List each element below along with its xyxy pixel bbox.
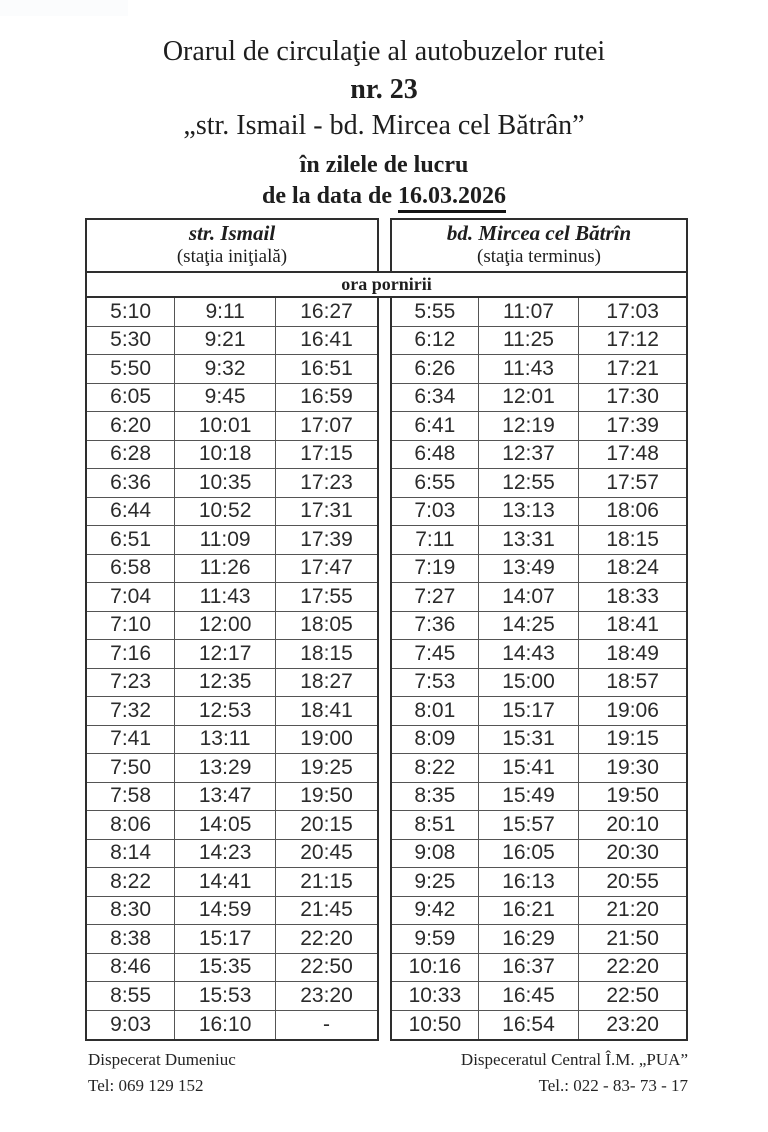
time-cell: 9:08: [392, 840, 479, 869]
time-cell: 12:53: [175, 697, 276, 726]
time-cell: 9:11: [175, 298, 276, 327]
station-note: (staţia iniţială): [176, 246, 288, 268]
time-cell: 11:07: [479, 298, 580, 327]
time-cell: 22:20: [579, 954, 686, 983]
time-cell: 20:10: [579, 811, 686, 840]
time-cell: 18:06: [579, 498, 686, 527]
time-cell: 21:15: [276, 868, 377, 897]
time-cell: 11:25: [479, 327, 580, 356]
time-cell: 11:43: [479, 355, 580, 384]
time-cell: 10:50: [392, 1011, 479, 1040]
time-cell: 22:50: [579, 982, 686, 1011]
time-cell: 6:36: [87, 469, 175, 498]
time-cell: 21:45: [276, 897, 377, 926]
time-cell: 22:50: [276, 954, 377, 983]
time-cell: 13:29: [175, 754, 276, 783]
time-cell: 7:27: [392, 583, 479, 612]
time-cell: 17:55: [276, 583, 377, 612]
time-cell: 15:53: [175, 982, 276, 1011]
time-cell: 10:16: [392, 954, 479, 983]
time-cell: 20:45: [276, 840, 377, 869]
route-name: „str. Ismail - bd. Mircea cel Bătrân”: [183, 110, 585, 141]
time-cell: 18:05: [276, 612, 377, 641]
time-cell: 20:55: [579, 868, 686, 897]
time-cell: 6:55: [392, 469, 479, 498]
time-cell: 23:20: [606, 1012, 659, 1036]
time-cell: 7:11: [392, 526, 479, 555]
time-cell: 8:38: [87, 925, 175, 954]
time-cell: 6:34: [392, 384, 479, 413]
time-cell: 15:31: [479, 726, 580, 755]
time-cell: 16:45: [479, 982, 580, 1011]
time-cell: 17:12: [579, 327, 686, 356]
time-cell: 10:52: [175, 498, 276, 527]
time-cell: 8:35: [392, 783, 479, 812]
time-cell: 14:23: [175, 840, 276, 869]
station-header-ismail: [85, 218, 379, 273]
time-cell: 15:35: [175, 954, 276, 983]
time-cell: 23:20: [276, 982, 377, 1011]
dispatcher-left-phone: Tel: 069 129 152: [88, 1076, 204, 1095]
time-cell: 9:45: [175, 384, 276, 413]
time-cell: 11:26: [175, 555, 276, 584]
time-cell: 18:15: [579, 526, 686, 555]
time-cell: 15:41: [479, 754, 580, 783]
time-cell: 22:20: [276, 925, 377, 954]
time-cell: 18:33: [579, 583, 686, 612]
effective-date: 16.03.2026: [398, 183, 506, 213]
time-cell: 7:19: [392, 555, 479, 584]
time-cell: 8:22: [87, 868, 175, 897]
time-cell: 17:15: [276, 441, 377, 470]
timetable-mircea: [390, 296, 688, 1041]
time-cell: 18:15: [276, 640, 377, 669]
time-cell: 14:41: [175, 868, 276, 897]
effective-date-line: [0, 183, 768, 210]
page-title-line1: Orarul de circulaţie al autobuzelor rutei: [162, 36, 606, 67]
time-cell: 13:31: [479, 526, 580, 555]
time-cell: 7:23: [87, 669, 175, 698]
time-cell: 11:09: [175, 526, 276, 555]
time-cell: 20:15: [276, 811, 377, 840]
time-cell: 7:36: [392, 612, 479, 641]
time-cell: 8:01: [392, 697, 479, 726]
time-cell: 17:47: [276, 555, 377, 584]
time-cell: 7:58: [87, 783, 175, 812]
time-cell: 9:59: [392, 925, 479, 954]
time-cell: 7:04: [87, 583, 175, 612]
time-cell: 6:12: [392, 327, 479, 356]
time-cell: 14:25: [479, 612, 580, 641]
time-cell: 15:57: [479, 811, 580, 840]
time-cell: 15:00: [479, 669, 580, 698]
time-cell: 19:00: [276, 726, 377, 755]
time-cell: -: [323, 1012, 331, 1036]
time-cell: 6:28: [87, 441, 175, 470]
station-name: bd. Mircea cel Bătrîn: [446, 221, 632, 246]
time-cell: 12:01: [479, 384, 580, 413]
time-cell: 16:29: [479, 925, 580, 954]
time-cell: 20:30: [579, 840, 686, 869]
time-cell: 17:31: [276, 498, 377, 527]
time-cell: 12:17: [175, 640, 276, 669]
time-cell: 18:41: [276, 697, 377, 726]
time-cell: 15:17: [175, 925, 276, 954]
time-cell: 5:50: [87, 355, 175, 384]
time-cell: 7:41: [87, 726, 175, 755]
dispatcher-left-name: Dispecerat Dumeniuc: [88, 1050, 236, 1069]
time-cell: 9:03: [87, 1011, 175, 1040]
time-cell: 15:17: [479, 697, 580, 726]
station-note: (staţia terminus): [477, 246, 601, 268]
time-cell: 10:35: [175, 469, 276, 498]
time-cell: 12:19: [479, 412, 580, 441]
time-cell: 16:41: [276, 327, 377, 356]
time-cell: 6:41: [392, 412, 479, 441]
time-cell: 14:05: [175, 811, 276, 840]
scan-artifact-bar: [0, 0, 128, 16]
time-cell: 18:24: [579, 555, 686, 584]
time-cell: 9:42: [392, 897, 479, 926]
time-cell: 21:50: [579, 925, 686, 954]
time-cell: 8:14: [87, 840, 175, 869]
time-cell: 17:21: [579, 355, 686, 384]
time-cell: 16:59: [276, 384, 377, 413]
time-cell: 8:55: [87, 982, 175, 1011]
time-cell: 7:53: [392, 669, 479, 698]
time-cell: 6:48: [392, 441, 479, 470]
time-cell: 7:10: [87, 612, 175, 641]
time-cell: 17:39: [579, 412, 686, 441]
departure-time-label: ora pornirii: [85, 271, 688, 298]
time-cell: 18:27: [276, 669, 377, 698]
time-cell: 13:49: [479, 555, 580, 584]
time-cell: 12:35: [175, 669, 276, 698]
timetable-ismail: [85, 296, 379, 1041]
time-cell: 17:30: [579, 384, 686, 413]
time-cell: 11:43: [175, 583, 276, 612]
time-cell: 8:46: [87, 954, 175, 983]
time-cell: 8:51: [392, 811, 479, 840]
time-cell: 7:16: [87, 640, 175, 669]
time-cell: 16:54: [479, 1011, 580, 1040]
time-cell: 5:55: [392, 298, 479, 327]
station-name: str. Ismail: [188, 221, 276, 246]
time-cell: 6:05: [87, 384, 175, 413]
time-cell: 9:25: [392, 868, 479, 897]
time-cell: 9:21: [175, 327, 276, 356]
time-cell: 19:15: [579, 726, 686, 755]
time-cell: 19:50: [579, 783, 686, 812]
dispatcher-right-phone: Tel.: 022 - 83- 73 - 17: [538, 1076, 688, 1095]
time-cell: 6:44: [87, 498, 175, 527]
time-cell: 12:37: [479, 441, 580, 470]
time-cell: 5:10: [87, 298, 175, 327]
time-cell: 6:58: [87, 555, 175, 584]
time-cell: 6:51: [87, 526, 175, 555]
time-cell: 10:33: [392, 982, 479, 1011]
time-cell: 16:10: [175, 1011, 276, 1040]
time-cell: 13:11: [175, 726, 276, 755]
time-cell: 16:21: [479, 897, 580, 926]
time-cell: 17:48: [579, 441, 686, 470]
time-cell: 16:51: [276, 355, 377, 384]
time-cell: 19:25: [276, 754, 377, 783]
time-cell: 16:27: [276, 298, 377, 327]
time-cell: 6:26: [392, 355, 479, 384]
time-cell: 10:18: [175, 441, 276, 470]
route-number: nr. 23: [350, 74, 418, 105]
time-cell: 14:59: [175, 897, 276, 926]
time-cell: 17:23: [276, 469, 377, 498]
time-cell: 17:57: [579, 469, 686, 498]
time-cell: 5:30: [87, 327, 175, 356]
time-cell: 19:30: [579, 754, 686, 783]
time-cell: 17:39: [276, 526, 377, 555]
time-cell: 21:20: [579, 897, 686, 926]
time-cell: 16:05: [479, 840, 580, 869]
time-cell: 13:13: [479, 498, 580, 527]
time-cell: 17:07: [276, 412, 377, 441]
time-cell: 8:06: [87, 811, 175, 840]
time-cell: 10:01: [175, 412, 276, 441]
time-cell: 14:43: [479, 640, 580, 669]
time-cell: 9:32: [175, 355, 276, 384]
time-cell: 19:50: [276, 783, 377, 812]
time-cell: 6:20: [87, 412, 175, 441]
time-cell: 18:57: [579, 669, 686, 698]
time-cell: 16:37: [479, 954, 580, 983]
time-cell: 12:55: [479, 469, 580, 498]
time-cell: 15:49: [479, 783, 580, 812]
time-cell: 7:45: [392, 640, 479, 669]
time-cell: 7:50: [87, 754, 175, 783]
service-days: în zilele de lucru: [299, 152, 469, 178]
dispatcher-right-name: Dispeceratul Central Î.M. „PUA”: [460, 1050, 688, 1069]
time-cell: 7:32: [87, 697, 175, 726]
time-cell: 13:47: [175, 783, 276, 812]
time-cell: 12:00: [175, 612, 276, 641]
time-cell: 8:30: [87, 897, 175, 926]
effective-date-prefix: de la data de: [261, 183, 398, 209]
time-cell: 8:22: [392, 754, 479, 783]
time-cell: 16:13: [479, 868, 580, 897]
time-cell: 8:09: [392, 726, 479, 755]
time-cell: 18:49: [579, 640, 686, 669]
time-cell: 19:06: [579, 697, 686, 726]
time-cell: 18:41: [579, 612, 686, 641]
station-header-mircea: [390, 218, 688, 273]
time-cell: 14:07: [479, 583, 580, 612]
time-cell: 17:03: [579, 298, 686, 327]
time-cell: 7:03: [392, 498, 479, 527]
